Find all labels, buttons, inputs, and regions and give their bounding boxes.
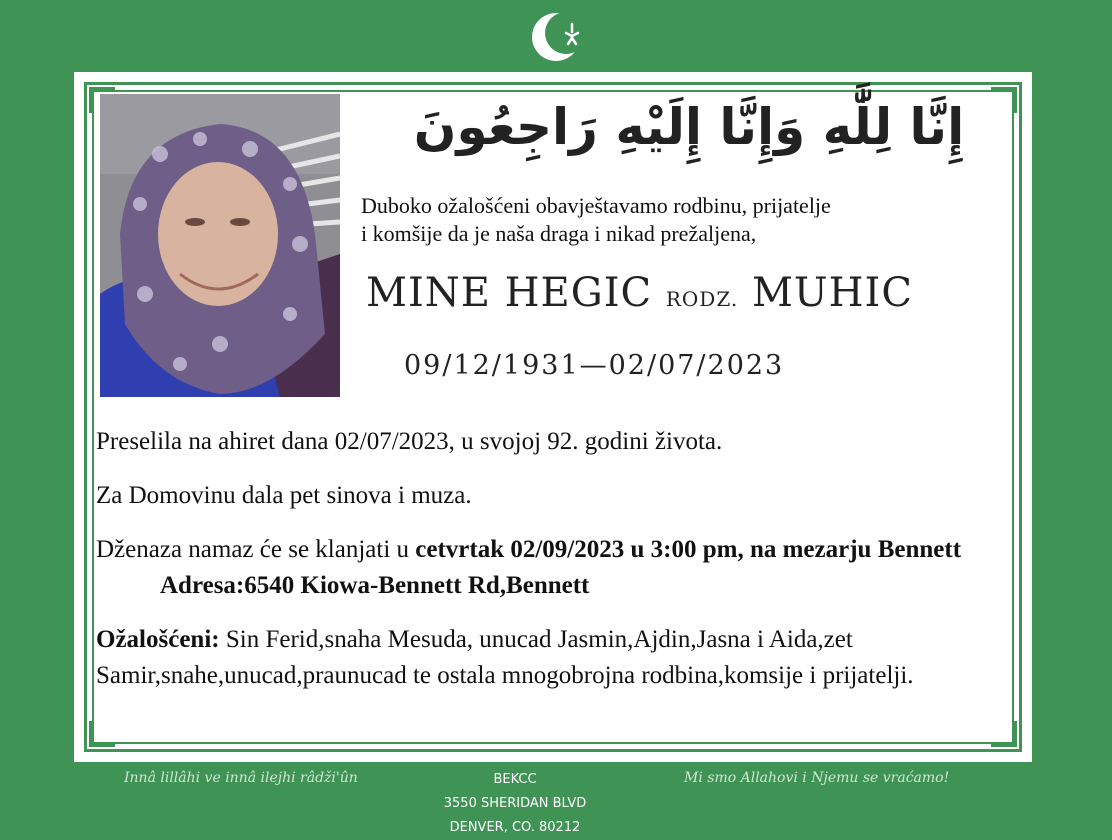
name-maiden: MUHIC [751, 270, 913, 316]
footer-address [420, 768, 610, 840]
obituary-card [74, 72, 1032, 762]
footer-street: 3550 SHERIDAN BLVD [443, 796, 587, 811]
mourners-paragraph [96, 622, 1006, 694]
crescent-star-icon [526, 6, 596, 68]
footer-city: DENVER, CO. 80212 [449, 820, 581, 835]
footer-arabic-transliteration: Innâ lillâhi ve innâ ilejhi râdži'ûn [124, 770, 358, 786]
arabic-calligraphy: إِنَّا لِلَّٰهِ وَإِنَّا إِلَيْهِ رَاجِعُونَ [413, 98, 965, 156]
passing-paragraph: Preselila na ahiret dana 02/07/2023, u svojoj 92. godini života. [96, 428, 723, 455]
footer-org: BEKCC [493, 772, 537, 787]
funeral-paragraph [96, 532, 1006, 604]
funeral-intro: Dženaza namaz će se klanjati u [96, 536, 416, 563]
name-first: MINE HEGIC [366, 270, 653, 316]
intro-line: i komšije da je naša draga i nikad prežaljena, [361, 221, 757, 246]
sons-paragraph: Za Domovinu dala pet sinova i muza. [96, 482, 472, 509]
intro-line: Duboko ožalošćeni obavještavamo rodbinu, prijatelje [361, 193, 831, 218]
footer-translation: Mi smo Allahovi i Njemu se vraćamo! [684, 770, 950, 786]
mourners-list: Sin Ferid,snaha Mesuda, unucad Jasmin,Ajdin,Jasna i Aida,zet Samir,snahe,unucad,praunucad te ostala mnogobrojna rodbina,komsije i prijatelji. [96, 626, 914, 689]
portrait-photo [100, 94, 340, 397]
name-rodz: RODZ. [665, 287, 739, 311]
intro-text [361, 192, 1001, 248]
funeral-address: Adresa:6540 Kiowa-Bennett Rd,Bennett [160, 572, 590, 599]
mourners-label: Ožalošćeni: [96, 626, 220, 653]
life-dates: 09/12/1931—02/07/2023 [404, 350, 785, 381]
deceased-name [366, 270, 1006, 316]
funeral-datetime: cetvrtak 02/09/2023 u 3:00 pm, na mezarju Bennett [415, 536, 962, 563]
obituary-body [96, 424, 1006, 712]
